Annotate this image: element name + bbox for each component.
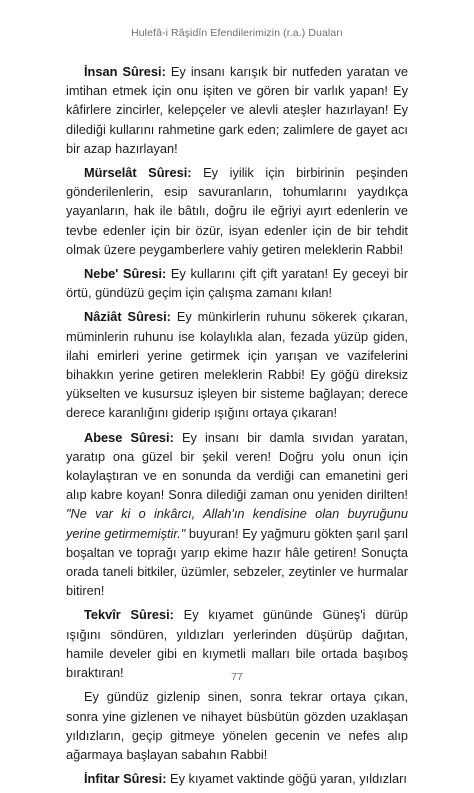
paragraph-text: Ey gündüz gizlenip sinen, sonra tekrar ortaya çıkan, sonra yine gizlenen ve nihayet büsbütün gözden uzaklaşan yıldızların, geçip gitmeye yönelen gecenin ve nefes alıp ağarmaya başlayan sabahın Rabbi!: [66, 689, 408, 762]
sura-name: Nebe' Sûresi:: [84, 266, 167, 282]
paragraph-text: Ey münkirlerin ruhunu sökerek çıkaran, müminlerin ruhunu ise kolaylıkla alan, fezada yüzüp giden, ilahi emirleri yerine getirmek için yarışan ve vazifelerini bihakkın yerine getiren meleklerin Rabbi! Ey göğü direksiz yükselten ve kusursuz işleyen bir sisteme bağlayan; derece derece karanlığını giderip ışığını ortaya çıkaran!: [66, 309, 408, 421]
paragraph-text: Ey insanı karışık bir nutfeden yaratan ve imtihan etmek için onu işiten ve gören bir varlık yapan! Ey kâfirlere zincirler, kelepçeler ve alevli ateşler hazırlayan! Ey dilediği kullarını rahmetine gark eden; zalimlere de gayet acı bir azap hazırlayan!: [66, 64, 408, 156]
page-number: 77: [231, 671, 243, 683]
sura-name: Tekvîr Sûresi:: [84, 607, 174, 623]
paragraph-text: Ey kıyamet gününde Güneş'i dürüp ışığını söndüren, yıldızları yerlerinden düşürüp dağıtan, hamile develer gibi en kıymetli malları bile ortada başıboş bıraktıran!: [66, 607, 408, 681]
page-body: [66, 62, 408, 793]
quoted-verse: "Ne var ki o inkârcı, Allah'ın kendisine olan buyruğunu yerine getirmemiştir.": [66, 506, 408, 541]
paragraph-text: Ey iyilik için birbirinin peşinden gönderilenlerin, esip savuranların, tohumlarını yaydıkça yayanların, hak ile bâtılı, doğru ile eğriyi ayırt edenlerin ve tevbe edenler için bir özür, isyan edenler için de bir tehdit olmak üzere peygamberlere vahiy getiren meleklerin Rabbi!: [66, 165, 408, 257]
paragraph-text: buyuran! Ey yağmuru gökten şarıl şarıl boşaltan ve toprağı yarıp ekime hazır hâle getiren! Sonuçta orada taneli bitkiler, üzümler, sebzeler, zeytinler ve hurmalar bitiren!: [66, 525, 408, 599]
sura-name: Abese Sûresi:: [84, 429, 174, 445]
paragraph-tekvir-continued: [66, 687, 408, 764]
paragraph-text: Ey kıyamet vaktinde göğü yaran, yıldızları: [166, 771, 407, 787]
paragraph-insan: [66, 62, 408, 158]
paragraph-nebe: [66, 264, 408, 302]
sura-name: Mürselât Sûresi:: [84, 165, 192, 181]
sura-name: İnfitar Sûresi:: [84, 771, 167, 787]
paragraph-abese: [66, 428, 408, 601]
paragraph-murselat: [66, 163, 408, 259]
paragraph-text: Ey kullarını çift çift yaratan! Ey geceyi bir örtü, gündüzü geçim için çalışma zamanı kılan!: [66, 266, 408, 301]
sura-name: Nâziât Sûresi:: [84, 309, 171, 325]
paragraph-infitar: [66, 769, 408, 788]
sura-name: İnsan Sûresi:: [84, 64, 166, 79]
running-header: Hulefâ-i Râşidîn Efendilerimizin (r.a.) Duaları: [131, 27, 343, 39]
paragraph-naziat: [66, 307, 408, 422]
paragraph-text: Ey insanı bir damla sıvıdan yaratan, yaratıp ona güzel bir şekil veren! Doğru yolu onun için kolaylaştıran ve en sonunda da verdiği can emanetini geri alıp kabre koyan! Sonra dilediği zaman onu yeniden dirilten!: [66, 429, 408, 503]
